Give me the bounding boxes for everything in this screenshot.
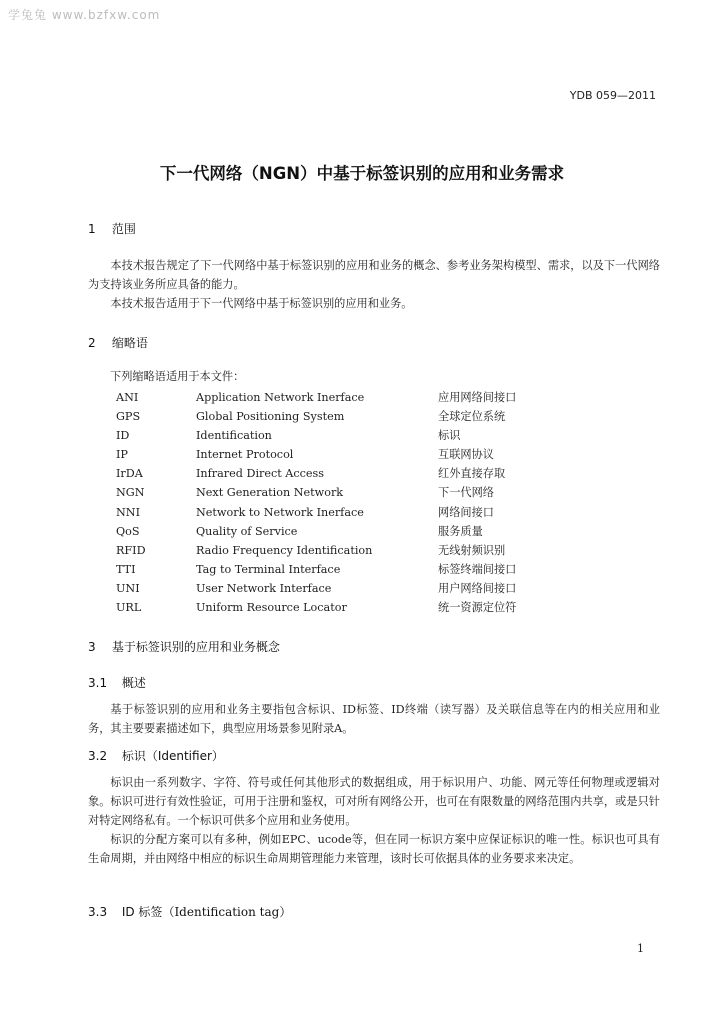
abbr-cell: QoS (116, 524, 140, 538)
chinese-cell: 全球定位系统 (438, 410, 506, 424)
abbr-cell: NNI (116, 505, 140, 519)
english-cell: Infrared Direct Access (196, 467, 325, 481)
english-cell: Radio Frequency Identification (196, 543, 373, 557)
section-number: 1 (88, 222, 96, 236)
abbr-cell: RFID (116, 543, 146, 557)
abbr-cell: UNI (116, 581, 140, 595)
english-cell: User Network Interface (196, 581, 332, 595)
abbreviation-row (116, 426, 516, 445)
subsection-number: 3.2 (88, 749, 108, 763)
abbreviation-row (116, 503, 516, 522)
chinese-cell: 无线射频识别 (438, 543, 506, 557)
abbreviations-intro: 下列缩略语适用于本文件： (110, 370, 245, 383)
section-number: 3 (88, 640, 96, 654)
page-number: 1 (637, 942, 644, 955)
abbr-cell: GPS (116, 410, 141, 424)
abbreviation-row (116, 388, 516, 407)
subsection-number: 3.1 (88, 676, 108, 690)
section-1-paragraph-1: 本技术报告规定了下一代网络中基于标签识别的应用和业务的概念、参考业务架构模型、需求，以及下一代网络为支持该业务所应具备的能力。 (88, 259, 660, 291)
english-cell: Network to Network Inerface (196, 505, 364, 519)
subsection-title: 标识（Identifier） (121, 749, 224, 763)
watermark: 学兔兔 www.bzfxw.com (8, 8, 161, 22)
abbr-cell: NGN (116, 486, 145, 500)
subsection-title-en: （Identification tag） (162, 905, 292, 919)
abbreviation-row (116, 560, 516, 579)
section-number: 2 (88, 336, 96, 350)
subsection-title: 概述 (121, 676, 146, 690)
section-3-heading (88, 638, 280, 655)
abbreviation-row (116, 598, 516, 617)
english-cell: Next Generation Network (196, 486, 344, 500)
subsection-title-cn: ID 标签 (121, 905, 163, 919)
chinese-cell: 标识 (438, 429, 461, 443)
abbreviation-row (116, 483, 516, 502)
abbr-cell: IrDA (116, 467, 143, 481)
section-1-paragraph-2: 本技术报告适用于下一代网络中基于标签识别的应用和业务。 (110, 297, 413, 310)
section-1-heading (88, 220, 136, 237)
abbr-cell: IP (116, 448, 128, 462)
abbreviation-row (116, 445, 516, 464)
subsection-3-1-heading (88, 674, 146, 691)
chinese-cell: 应用网络间接口 (438, 391, 517, 404)
section-title: 基于标签识别的应用和业务概念 (111, 640, 280, 654)
abbr-cell: URL (116, 601, 142, 615)
subsection-number: 3.3 (88, 905, 108, 919)
section-title: 缩略语 (111, 336, 148, 350)
abbr-cell: TTI (116, 562, 136, 576)
english-cell: Tag to Terminal Interface (196, 562, 341, 576)
abbr-cell: ANI (116, 391, 139, 404)
chinese-cell: 统一资源定位符 (438, 601, 517, 615)
chinese-cell: 标签终端间接口 (438, 562, 517, 576)
abbreviation-row (116, 407, 516, 426)
chinese-cell: 互联网协议 (438, 448, 494, 462)
abbreviations-table (116, 388, 516, 617)
subsection-3-1-paragraph: 基于标签识别的应用和业务主要指包含标识、ID标签、ID终端（读写器）及关联信息等在内的相关应用和业务，其主要要素描述如下，典型应用场景参见附录A。 (88, 703, 660, 735)
subsection-3-2-heading (88, 747, 224, 764)
abbr-cell: ID (116, 429, 130, 443)
english-cell: Global Positioning System (196, 410, 345, 424)
abbreviation-row (116, 541, 516, 560)
english-cell: Uniform Resource Locator (196, 601, 347, 615)
subsection-3-2-paragraph-2: 标识的分配方案可以有多种，例如EPC、ucode等，但在同一标识方案中应保证标识的唯一性。标识也可具有生命周期，并由网络中相应的标识生命周期管理能力来管理，该时长可依据具体的业务要求来决定。 (88, 833, 660, 865)
section-title: 范围 (111, 222, 136, 236)
chinese-cell: 用户网络间接口 (438, 581, 517, 595)
abbreviation-row (116, 464, 516, 483)
chinese-cell: 网络间接口 (438, 505, 494, 519)
english-cell: Internet Protocol (196, 448, 294, 462)
subsection-3-2-paragraph-1: 标识由一系列数字、字符、符号或任何其他形式的数据组成，用于标识用户、功能、网元等任何物理或逻辑对象。标识可进行有效性验证，可用于注册和鉴权，可对所有网络公开，也可在有限数量的网络范围内共享，或是只针对特定网络私有。一个标识可供多个应用和业务使用。 (88, 776, 660, 827)
english-cell: Application Network Inerface (196, 391, 365, 404)
standard-code: YDB 059—2011 (569, 89, 656, 102)
chinese-cell: 下一代网络 (438, 486, 494, 500)
chinese-cell: 红外直接存取 (438, 467, 506, 481)
subsection-3-3-heading (88, 903, 291, 920)
chinese-cell: 服务质量 (438, 524, 483, 538)
abbreviation-row (116, 579, 516, 598)
english-cell: Identification (196, 429, 272, 443)
abbreviation-row (116, 522, 516, 541)
document-title: 下一代网络（NGN）中基于标签识别的应用和业务需求 (159, 164, 565, 183)
section-2-heading (88, 334, 148, 351)
english-cell: Quality of Service (196, 524, 298, 538)
